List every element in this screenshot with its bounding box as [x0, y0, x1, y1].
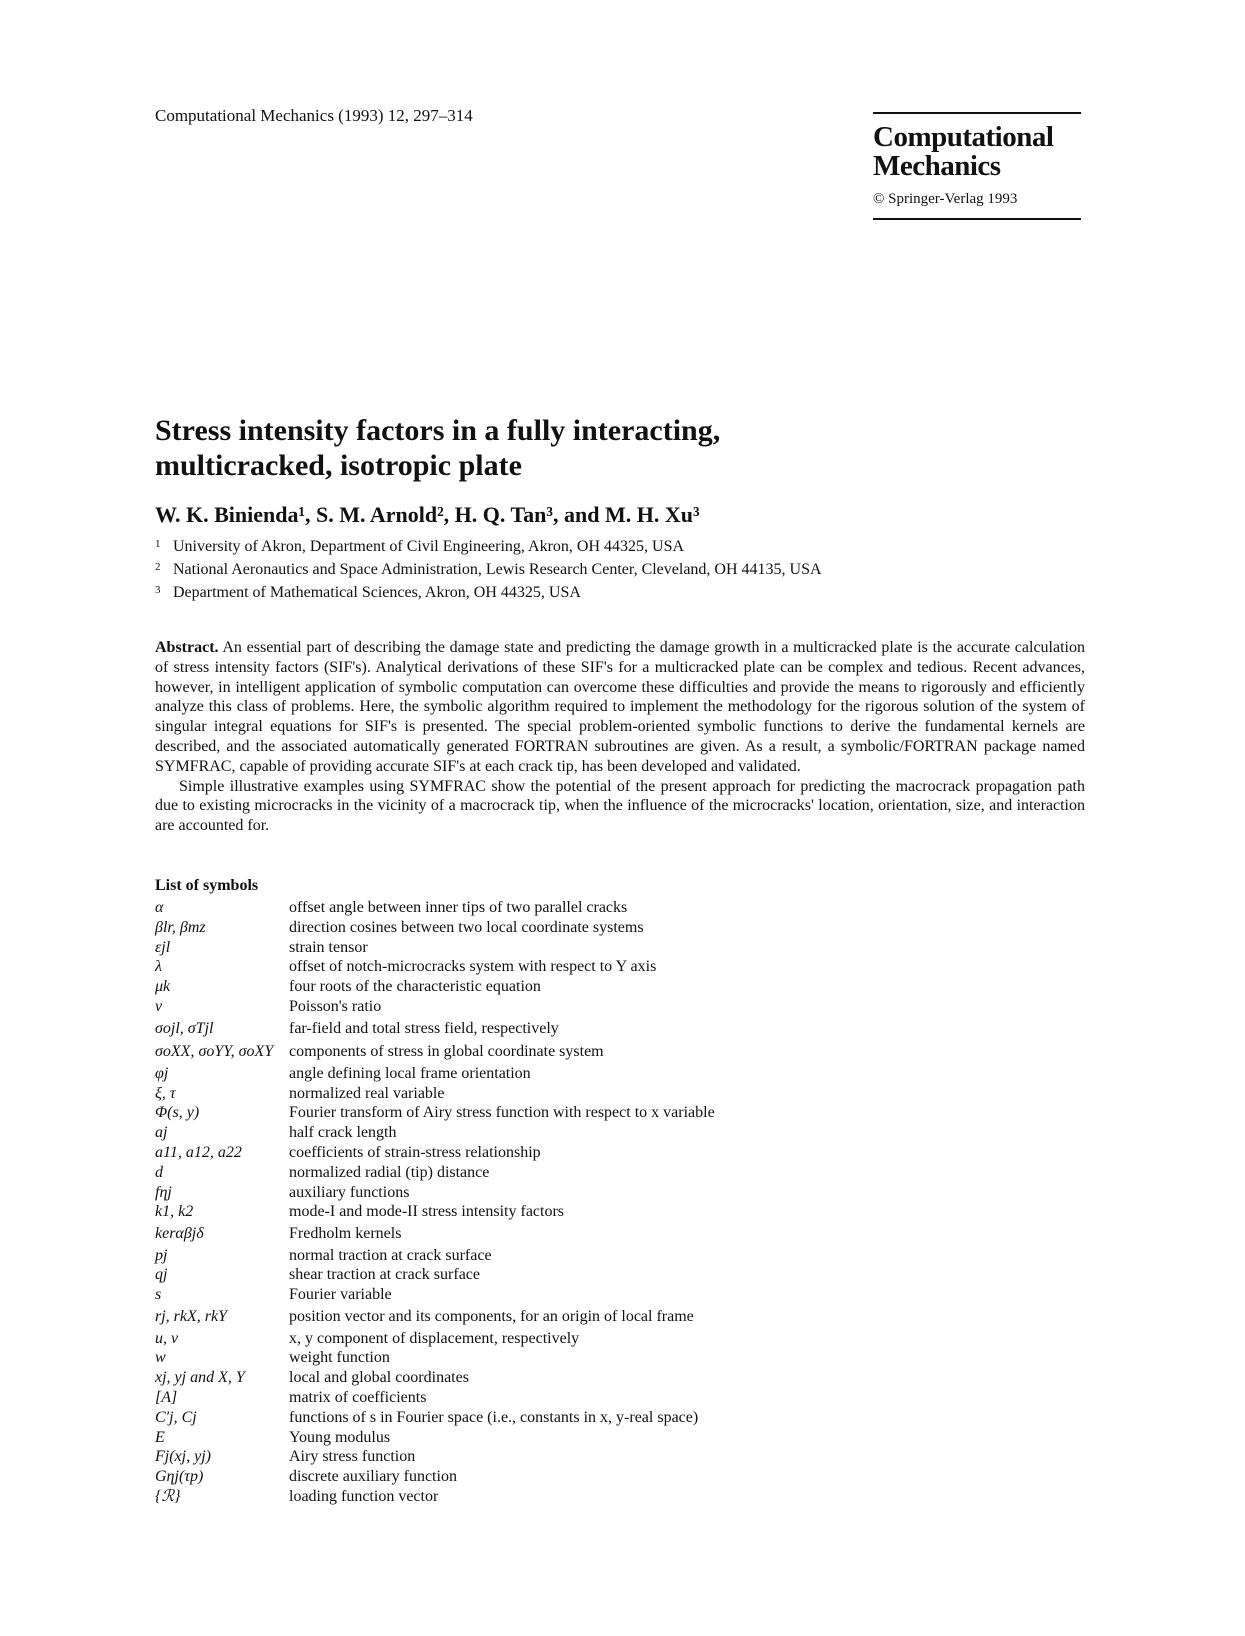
symbol: kerαβjδ: [155, 1225, 204, 1243]
symbol-description: Fredholm kernels: [289, 1225, 402, 1243]
abstract: [155, 638, 1085, 836]
symbol-description: mode-I and mode-II stress intensity factors: [289, 1203, 565, 1221]
symbol: {ℛ}: [155, 1487, 181, 1505]
symbol-description: coefficients of strain-stress relationship: [289, 1143, 541, 1161]
symbol-row: [155, 1348, 1085, 1368]
symbol: ξ, τ: [155, 1084, 176, 1102]
masthead-bottom-rule: [873, 218, 1081, 220]
symbol-description: weight function: [289, 1349, 390, 1367]
symbol-row: [155, 1163, 1085, 1183]
symbol: [A]: [155, 1388, 178, 1406]
symbol-row: [155, 1368, 1085, 1388]
running-head: Computational Mechanics (1993) 12, 297–314: [155, 106, 473, 125]
symbol-description: offset of notch-microcracks system with respect to Y axis: [289, 958, 657, 976]
article-title-line2: multicracked, isotropic plate: [155, 449, 522, 482]
symbol-row: [155, 1246, 1085, 1266]
symbol: φj: [155, 1064, 169, 1082]
symbol-description: loading function vector: [289, 1487, 439, 1505]
symbol: fηj: [155, 1183, 172, 1201]
symbol: u, v: [155, 1329, 179, 1347]
symbol-row: [155, 1123, 1085, 1143]
symbol-list-heading: List of symbols: [155, 877, 259, 894]
symbol-description: components of stress in global coordinate system: [289, 1043, 604, 1061]
symbol: σoXX, σoYY, σoXY: [155, 1043, 274, 1061]
symbol-description: matrix of coefficients: [289, 1388, 427, 1406]
symbol-description: offset angle between inner tips of two parallel cracks: [289, 899, 628, 916]
symbol-description: normal traction at crack surface: [289, 1246, 492, 1264]
symbol-description: Poisson's ratio: [289, 997, 382, 1015]
symbol-description: normalized radial (tip) distance: [289, 1163, 490, 1181]
affiliation-number: 1: [155, 538, 161, 550]
symbol-description: Young modulus: [289, 1428, 391, 1446]
symbol: σojl, σTjl: [155, 1019, 214, 1037]
journal-title: [873, 123, 1081, 181]
symbol-row: [155, 1103, 1085, 1123]
abstract-paragraph: [155, 638, 1085, 777]
symbol-row: [155, 1143, 1085, 1163]
symbol-row: [155, 1285, 1085, 1305]
symbol-row: [155, 1408, 1085, 1428]
symbol: aj: [155, 1124, 168, 1142]
affiliation: [155, 557, 822, 580]
symbol-row: [155, 1017, 1085, 1041]
symbol: λ: [155, 958, 162, 976]
journal-title-line1: Computational: [873, 121, 1054, 153]
symbol-row: [155, 1202, 1085, 1222]
symbol-row: [155, 1222, 1085, 1246]
symbol-row: [155, 977, 1085, 997]
symbol-row: [155, 957, 1085, 977]
symbol-description: x, y component of displacement, respectively: [289, 1329, 580, 1347]
symbol: s: [155, 1286, 162, 1304]
symbol-description: position vector and its components, for an origin of local frame: [289, 1308, 694, 1326]
abstract-text: An essential part of describing the damage state and predicting the damage growth in a multicracked plate is the accurate calculation of stress intensity factors (SIF's). Analytical derivations of these SIF's for a multicracked plate can be complex and tedious. Recent advances, however, in intelligent application of symbolic computation can overcome these difficulties and provide the means to rigorously and efficiently analyze this class of problems. Here, the symbolic algorithm required to implement the methodology for the rigorous solution of the system of singular integral equations for SIF's is presented. The special problem-oriented symbolic functions to derive the fundamental kernels are described, and the associated automatically generated FORTRAN subroutines are given. As a result, a symbolic/FORTRAN package named SYMFRAC, capable of providing accurate SIF's at each crack tip, has been developed and validated.: [155, 639, 1085, 775]
symbol: d: [155, 1163, 163, 1181]
symbol-row: [155, 1265, 1085, 1285]
symbol-description: functions of s in Fourier space (i.e., constants in x, y-real space): [289, 1408, 699, 1426]
symbol-description: local and global coordinates: [289, 1369, 469, 1387]
symbol: C′j, Cj: [155, 1408, 197, 1426]
symbol-description: auxiliary functions: [289, 1183, 410, 1201]
affiliation: [155, 580, 822, 603]
symbol-description: Airy stress function: [289, 1448, 416, 1466]
affiliation-text: Department of Mathematical Sciences, Akron, OH 44325, USA: [173, 584, 581, 601]
abstract-lead: Abstract.: [155, 639, 219, 656]
masthead-top-rule: [873, 112, 1081, 114]
affiliation-text: National Aeronautics and Space Administration, Lewis Research Center, Cleveland, OH 44135, USA: [173, 561, 822, 578]
symbol-description: half crack length: [289, 1124, 397, 1142]
symbol: w: [155, 1349, 166, 1367]
journal-title-line2: Mechanics: [873, 150, 1001, 182]
symbol-row: [155, 1487, 1085, 1507]
symbol-row: [155, 1428, 1085, 1448]
symbol: εjl: [155, 938, 171, 956]
symbol: μk: [155, 978, 171, 996]
symbol: Fj(xj, yj): [155, 1448, 211, 1466]
symbol-row: [155, 1467, 1085, 1487]
journal-masthead: [873, 112, 1081, 220]
symbol-description: discrete auxiliary function: [289, 1468, 457, 1486]
symbol-list: [155, 877, 1085, 1507]
symbol: Gηj(τp): [155, 1468, 204, 1486]
symbol-description: normalized real variable: [289, 1084, 445, 1102]
symbol-row: [155, 1040, 1085, 1064]
affiliation-number: 3: [155, 584, 161, 596]
symbol-description: Fourier transform of Airy stress function with respect to x variable: [289, 1104, 715, 1122]
symbol: α: [155, 899, 164, 916]
symbol-description: direction cosines between two local coordinate systems: [289, 918, 644, 936]
symbol: k1, k2: [155, 1203, 194, 1221]
author-list: W. K. Binienda¹, S. M. Arnold², H. Q. Tan³, and M. H. Xu³: [155, 502, 700, 527]
symbol-row: [155, 1064, 1085, 1084]
symbol-description: strain tensor: [289, 938, 368, 956]
article-title: [155, 413, 720, 483]
symbol-description: far-field and total stress field, respectively: [289, 1019, 559, 1037]
symbol-row: [155, 918, 1085, 938]
symbol: pj: [155, 1246, 168, 1264]
symbol-row: [155, 1447, 1085, 1467]
symbol-row: [155, 938, 1085, 958]
symbol: xj, yj and X, Y: [155, 1369, 245, 1387]
symbol: rj, rkX, rkY: [155, 1308, 227, 1326]
abstract-paragraph: Simple illustrative examples using SYMFRAC show the potential of the present approach for predicting the macrocrack propagation path due to existing microcracks in the vicinity of a macrocrack tip, when the influence of the microcracks' location, orientation, size, and interaction are accounted for.: [155, 777, 1085, 835]
symbol: qj: [155, 1266, 168, 1284]
symbol: βlr, βmz: [155, 918, 206, 936]
symbol: ν: [155, 997, 163, 1015]
symbol-description: shear traction at crack surface: [289, 1266, 480, 1284]
symbol: a11, a12, a22: [155, 1143, 242, 1161]
symbol-row: [155, 898, 1085, 918]
affiliation: [155, 534, 822, 557]
affiliations: [155, 534, 822, 603]
symbol-rows: [155, 898, 1085, 1507]
symbol-row: [155, 1084, 1085, 1104]
symbol-description: angle defining local frame orientation: [289, 1064, 531, 1082]
affiliation-text: University of Akron, Department of Civil Engineering, Akron, OH 44325, USA: [173, 538, 685, 555]
symbol-row: [155, 1388, 1085, 1408]
copyright-notice: © Springer-Verlag 1993: [873, 191, 1018, 207]
symbol: Φ(s, y): [155, 1104, 200, 1122]
symbol-row: [155, 997, 1085, 1017]
article-title-line1: Stress intensity factors in a fully interacting,: [155, 414, 721, 447]
symbol-description: four roots of the characteristic equation: [289, 978, 541, 996]
symbol-row: [155, 1183, 1085, 1203]
symbol-row: [155, 1305, 1085, 1329]
symbol-description: Fourier variable: [289, 1286, 392, 1304]
affiliation-number: 2: [155, 561, 161, 573]
symbol-row: [155, 1329, 1085, 1349]
symbol: E: [155, 1428, 165, 1446]
